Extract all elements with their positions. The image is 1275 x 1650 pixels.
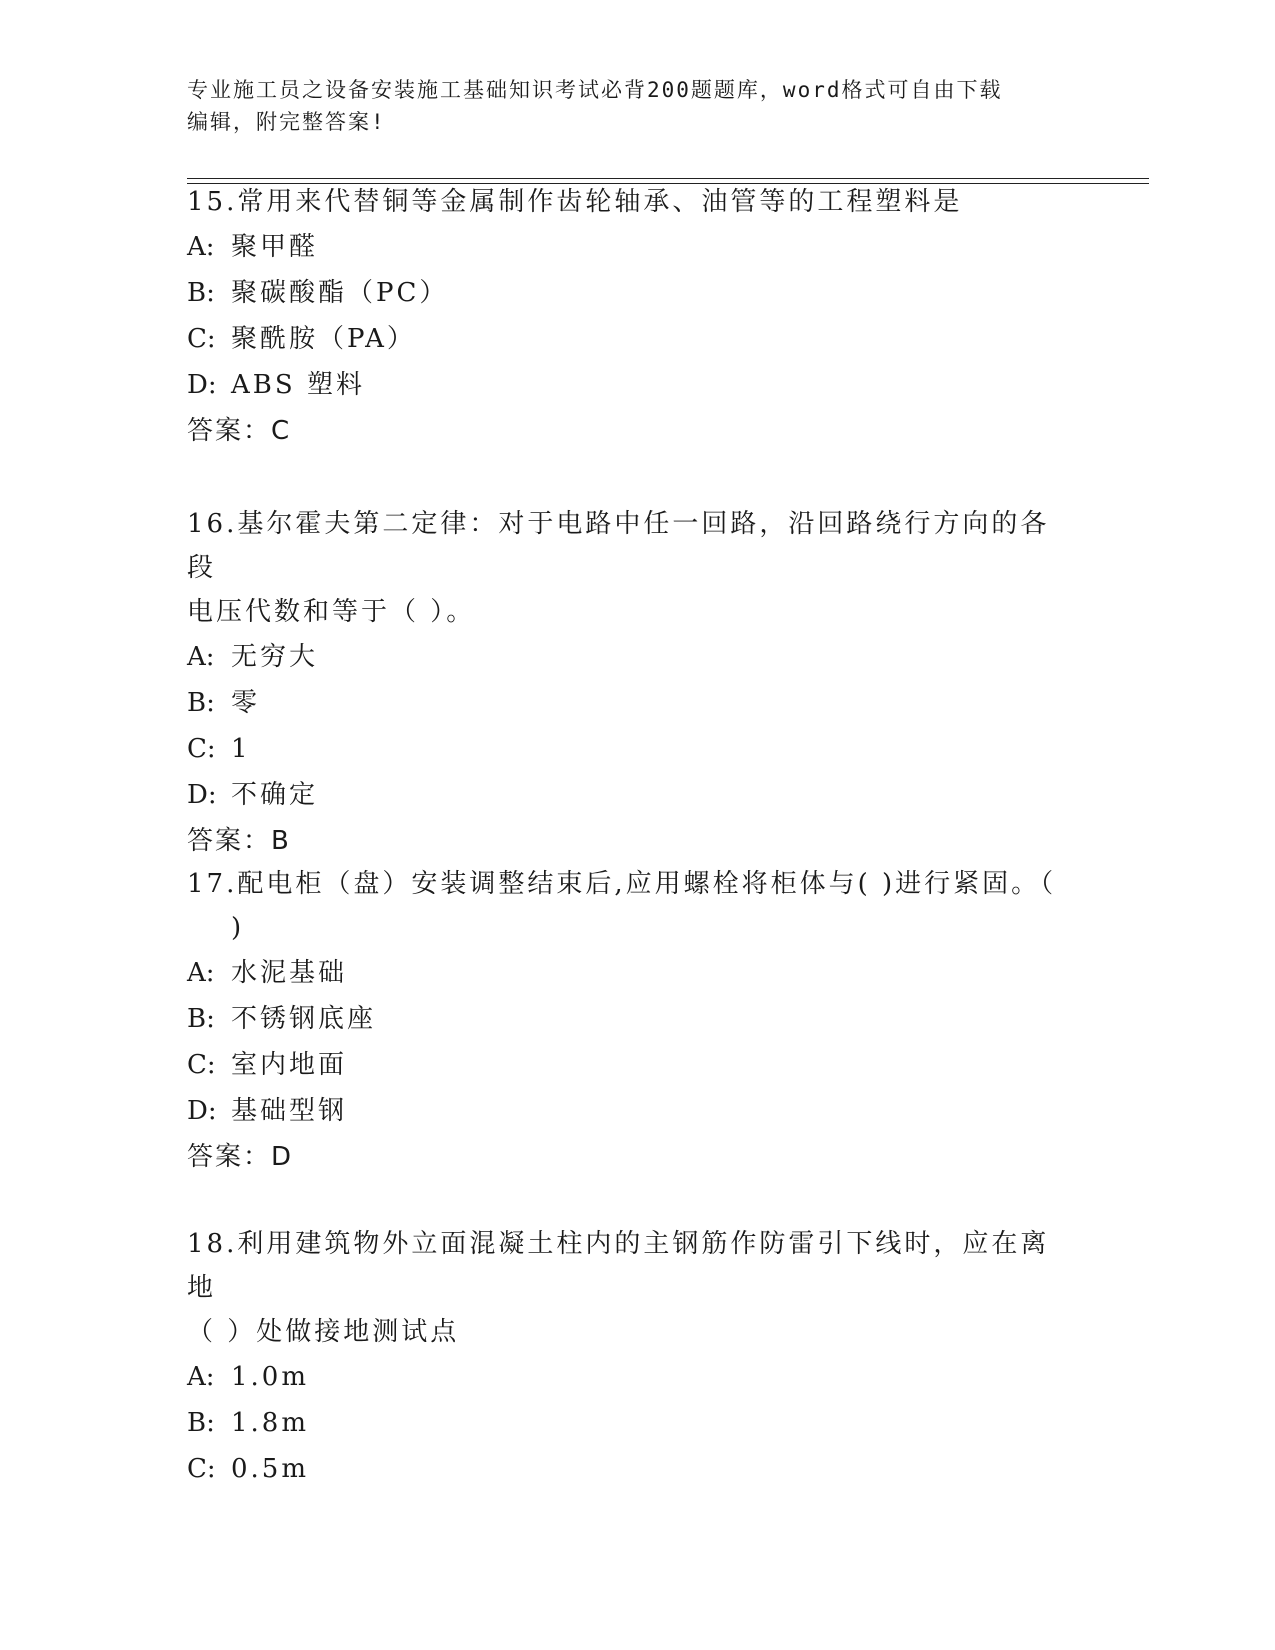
question-stem: 16.基尔霍夫第二定律：对于电路中任一回路，沿回路绕行方向的各段 <box>187 509 1050 583</box>
answer-line: 答案：B <box>187 826 291 856</box>
option-a <box>187 634 1067 680</box>
option-a <box>187 1354 1067 1400</box>
option-text: 0.5m <box>231 1454 310 1484</box>
question-stem: 18.利用建筑物外立面混凝土柱内的主钢筋作防雷引下线时，应在离地 <box>187 1229 1050 1303</box>
option-text: ABS 塑料 <box>231 370 365 400</box>
option-c <box>187 1446 1067 1492</box>
option-c <box>187 1042 1067 1088</box>
option-b <box>187 270 1067 316</box>
question-16 <box>187 502 1067 864</box>
option-label: B: <box>187 278 215 308</box>
answer-line: 答案：D <box>187 1142 294 1172</box>
question-stem: 15.常用来代替铜等金属制作齿轮轴承、油管等的工程塑料是 <box>187 187 963 217</box>
option-text: 无穷大 <box>231 642 319 672</box>
option-label: D: <box>187 780 217 810</box>
question-18 <box>187 1222 1067 1492</box>
option-label: B: <box>187 1004 215 1034</box>
option-label: A: <box>187 232 215 262</box>
option-b <box>187 996 1067 1042</box>
option-d <box>187 1088 1067 1134</box>
option-text: 聚碳酸酯（PC） <box>231 278 449 308</box>
option-text: 水泥基础 <box>231 958 348 988</box>
option-label: A: <box>187 1362 215 1392</box>
option-text: 不确定 <box>231 780 319 810</box>
question-stem-continued: ) <box>231 913 245 943</box>
answer-line: 答案：C <box>187 416 292 446</box>
option-a <box>187 950 1067 996</box>
header-line-1: 专业施工员之设备安装施工基础知识考试必背200题题库，word格式可自由下载 <box>187 78 1003 102</box>
option-text: 1.0m <box>231 1362 310 1392</box>
option-label: A: <box>187 642 215 672</box>
option-label: D: <box>187 1096 217 1126</box>
option-text: 零 <box>231 688 261 718</box>
option-label: D: <box>187 370 217 400</box>
option-text: 1.8m <box>231 1408 310 1438</box>
option-c <box>187 316 1067 362</box>
option-label: C: <box>187 1050 216 1080</box>
option-label: B: <box>187 688 215 718</box>
option-text: 基础型钢 <box>231 1096 348 1126</box>
option-text: 聚甲醛 <box>231 232 319 262</box>
option-label: B: <box>187 1408 215 1438</box>
option-d <box>187 362 1067 408</box>
option-label: A: <box>187 958 215 988</box>
option-label: C: <box>187 324 216 354</box>
option-d <box>187 772 1067 818</box>
question-17 <box>187 862 1067 1180</box>
option-text: 聚酰胺（PA） <box>231 324 416 354</box>
option-a <box>187 224 1067 270</box>
question-stem-continued: （ ）处做接地测试点 <box>187 1317 460 1347</box>
header-line-2: 编辑，附完整答案! <box>187 110 386 134</box>
document-header <box>187 74 1067 138</box>
option-text: 1 <box>231 734 251 764</box>
option-c <box>187 726 1067 772</box>
option-text: 室内地面 <box>231 1050 348 1080</box>
option-label: C: <box>187 734 216 764</box>
question-stem-continued: 电压代数和等于（ ）。 <box>187 597 476 627</box>
question-stem: 17.配电柜（盘）安装调整结束后,应用螺栓将柜体与( )进行紧固。（ <box>187 869 1057 899</box>
question-15 <box>187 180 1067 454</box>
option-text: 不锈钢底座 <box>231 1004 377 1034</box>
option-b <box>187 1400 1067 1446</box>
option-label: C: <box>187 1454 216 1484</box>
option-b <box>187 680 1067 726</box>
